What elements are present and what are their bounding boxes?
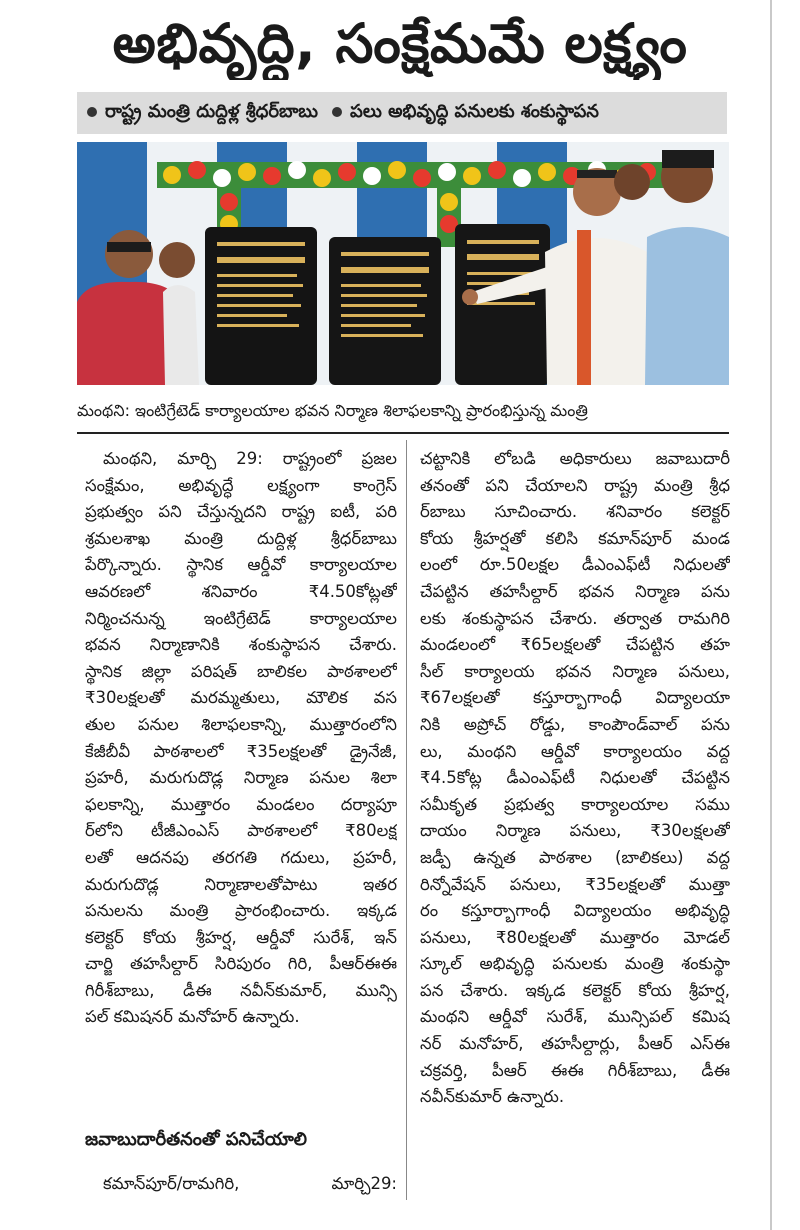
article-line: ఫలకాన్ని, ముత్తారం మండలం దర్యాపూ [85, 794, 397, 814]
article-line: ₹30లక్షలతో మరమ్మతులు, మౌలిక వస [85, 688, 397, 708]
article-line: పనులు, ₹80లక్షలతో ముత్తారం మోడల్ [420, 927, 730, 947]
article-line: దాయం నిర్మాణ పనులు, ₹30లక్షలతో [420, 821, 730, 841]
subheading-1: రాష్ట్ర మంత్రి దుద్దిళ్ల శ్రీధర్‌బాబు [87, 101, 318, 126]
headline: అభివృద్ధి, సంక్షేమమే లక్ష్యం [112, 12, 688, 75]
article-line: నికి అప్రోచ్ రోడ్డు, కాంపౌండ్‌వాల్ పను [420, 714, 730, 734]
article-line: లు, మంథని ఆర్డీవో కార్యాలయం వద్ద [420, 741, 730, 761]
article-line: నవీన్‌కుమార్ ఉన్నారు. [420, 1087, 565, 1107]
article-line: మరుగుదొడ్ల నిర్మాణాలతోపాటు ఇతర [85, 874, 397, 894]
article-line: ప్రహరీ, మరుగుదొడ్ల నిర్మాణ పనుల శిలా [85, 768, 397, 788]
article-line: చేపట్టిన తహసీల్దార్ భవన నిర్మాణ పను [420, 581, 730, 601]
article-line: పేర్కొన్నారు. స్థానిక ఆర్డీవో కార్యాలయాల [85, 555, 397, 575]
article-line: తనంతో పని చేయాలని రాష్ట్ర మంత్రి శ్రీధ [420, 475, 730, 495]
bullet-icon [332, 107, 342, 117]
article-line: శ్రమలశాఖ మంత్రి దుద్దిళ్ల శ్రీధర్‌బాబు [85, 528, 397, 548]
news-photo [77, 142, 729, 385]
article-line: జడ్పీ ఉన్నత పాఠశాల (బాలికలు) వద్ద [420, 847, 730, 867]
article-line: పల్ కమిషనర్ మనోహర్ ఉన్నారు. [85, 1007, 300, 1027]
article-line: సంక్షేమం, అభివృద్ధే లక్ష్యంగా కాంగ్రెస్ [85, 475, 397, 495]
photo-caption: మంథని: ఇంటిగ్రేటెడ్ కార్యాలయాల భవన నిర్మాణ శిలాఫలకాన్ని ప్రారంభిస్తున్న మంత్రి [77, 401, 588, 420]
article-line: తుల పనుల శిలాఫలకాన్ని, ముత్తారంలోని [85, 714, 397, 734]
article-line: చట్టానికి లోబడి అధికారులు జవాబుదారీ [420, 449, 730, 468]
article-line: కోయ శ్రీహర్షతో కలిసి కమాన్‌పూర్ మండ [420, 528, 730, 548]
article-line: పనులను మంత్రి ప్రారంభించారు. ఇక్కడ [85, 901, 397, 921]
article-line: స్థానిక జిల్లా పరిషత్ బాలికల పాఠశాలలో [85, 661, 397, 681]
article-line: మండలంలో ₹65లక్షలతో చేపట్టిన తహ [420, 635, 730, 655]
article-line: ప్రభుత్వం పని చేస్తున్నదని రాష్ట్ర ఐటీ, పరి [85, 502, 397, 522]
article-line: కేజీబీవీ పాఠశాలలో ₹35లక్షలతో డ్రైనేజీ, [85, 741, 397, 761]
article-line: సమీకృత ప్రభుత్వ కార్యాలయాల సము [420, 794, 730, 814]
article-line: లకు శంకుస్థాపన చేశారు. తర్వాత రామగిరి [420, 608, 730, 628]
article-line: గిరీశ్‌బాబు, డీఈ నవీన్‌కుమార్, మున్సి [85, 980, 397, 1000]
article-line: నిర్మించనున్న ఇంటిగ్రేటెడ్ కార్యాలయాల [85, 608, 397, 628]
article-line: చక్రవర్తి, పీఆర్ ఈఈ గిరీశ్‌బాబు, డీఈ [420, 1060, 730, 1080]
article-line: ర్‌లోని టీజీఎంఎస్ పాఠశాలలో ₹80లక్ష [85, 821, 397, 841]
section-dateline: కమాన్‌పూర్/రామగిరి, మార్చి29: [103, 1174, 397, 1193]
article-line: మంథని ఆర్డీవో సురేశ్, మున్సిపల్ కమిష [420, 1007, 730, 1027]
article-column-left [85, 446, 397, 1031]
section-subhead: జవాబుదారీతనంతో పనిచేయాలి [85, 1129, 307, 1150]
article-column-right [420, 446, 730, 1111]
article-line: ₹67లక్షలతో కస్తూర్బాగాంధీ విద్యాలయా [420, 688, 730, 708]
article-line: ₹4.5కోట్ల డీఎంఎఫ్‌టీ నిధులతో చేపట్టిన [420, 768, 730, 788]
subheading-bar [77, 92, 727, 134]
article-line: మంథని, మార్చి 29: రాష్ట్రంలో ప్రజల [103, 449, 397, 468]
page-edge-rule [770, 0, 772, 1230]
article-line: స్కూల్ అభివృద్ధి పనులకు మంత్రి శంకుస్థా [420, 954, 730, 974]
article-line: భవన నిర్మాణానికి శంకుస్థాపన చేశారు. [85, 635, 397, 655]
article-line: లతో ఆదనపు తరగతి గదులు, ప్రహరీ, [85, 847, 397, 867]
bullet-icon [87, 107, 97, 117]
article-line: నర్ మనోహర్, తహసీల్దార్లు, పీఆర్ ఎస్ఈ [420, 1034, 730, 1054]
article-line: ర్‌బాబు సూచించారు. శనివారం కలెక్టర్ [420, 502, 730, 522]
article-line: రం కస్తూర్బాగాంధీ విద్యాలయం అభివృద్ధి [420, 901, 730, 921]
article-line: పన చేశారు. ఇక్కడ కలెక్టర్ కోయ శ్రీహర్ష, [420, 980, 730, 1000]
column-divider [406, 440, 407, 1200]
subheading-2: పలు అభివృద్ధి పనులకు శంకుస్థాపన [332, 101, 599, 126]
caption-rule [77, 432, 729, 434]
article-line: కలెక్టర్ కోయ శ్రీహర్ష, ఆర్డీవో సురేశ్, ఇన్ [85, 927, 397, 947]
article-line: సీల్ కార్యాలయ భవన నిర్మాణ పనులు, [420, 661, 730, 681]
article-line: ఆవరణలో శనివారం ₹4.50కోట్లతో [85, 581, 397, 601]
article-line: చార్జి తహసీల్దార్ సిరిపురం గిరి, పీఆర్‌ఈఈ [85, 954, 397, 974]
article-line: లంలో రూ.50లక్షల డీఎంఎఫ్‌టీ నిధులతో [420, 555, 730, 575]
article-line: రిన్నోవేషన్ పనులు, ₹35లక్షలతో ముత్తా [420, 874, 730, 894]
